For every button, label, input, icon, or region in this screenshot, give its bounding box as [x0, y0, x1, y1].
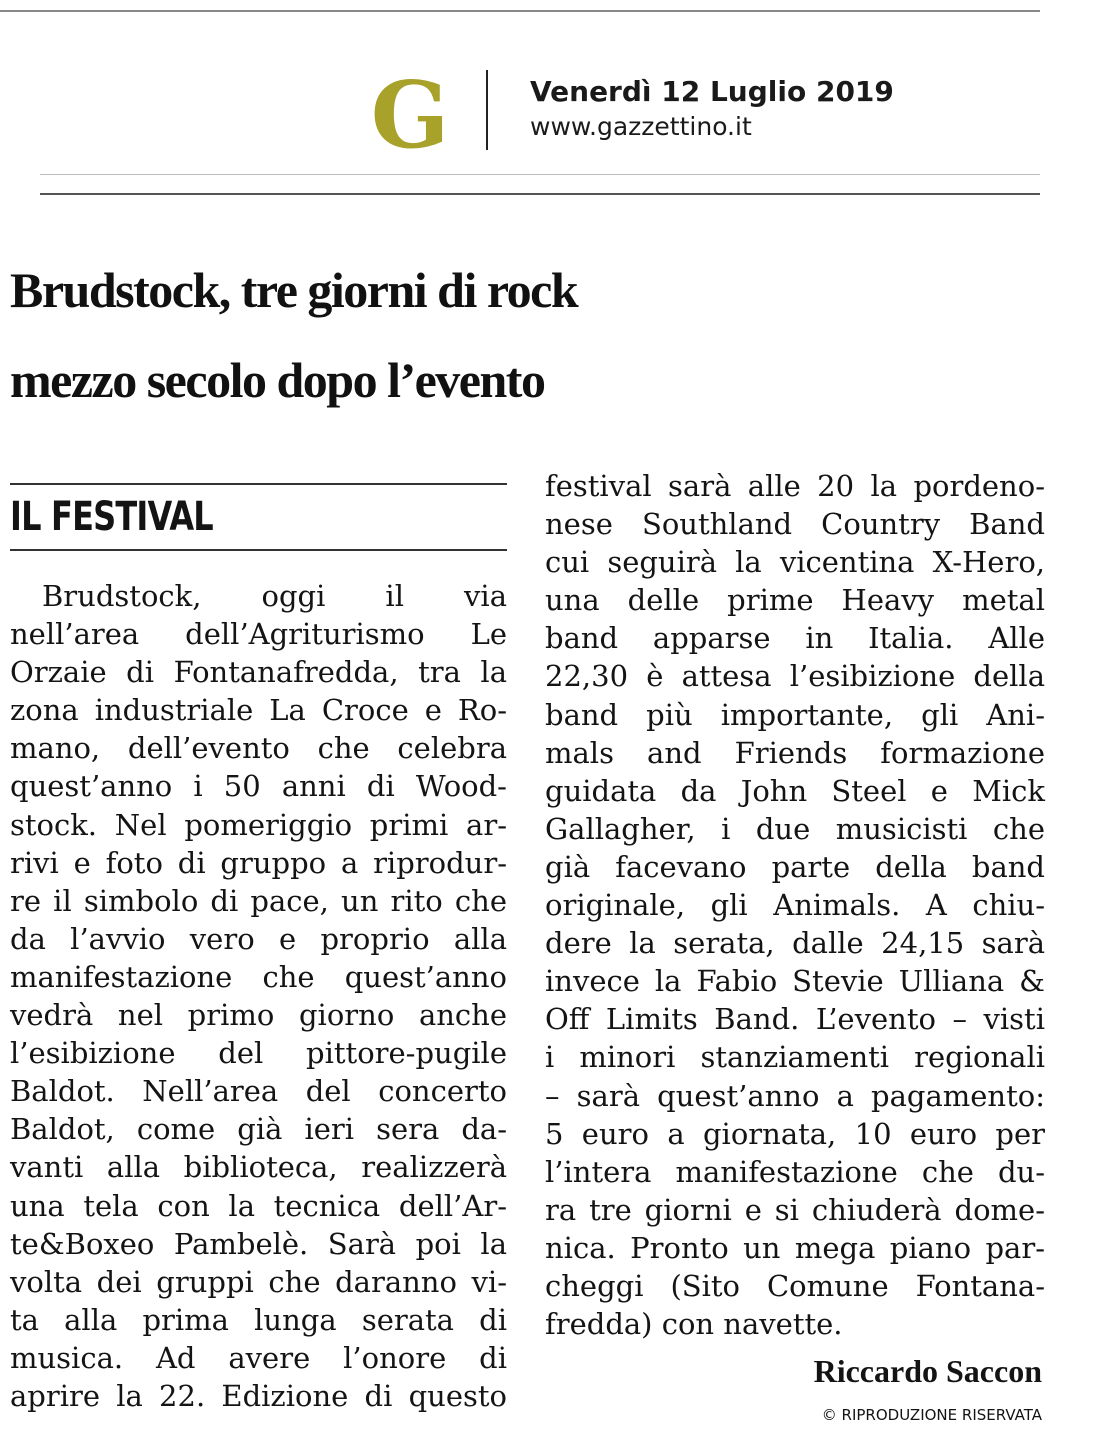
text-line: 22,30 è attesa l’esibizione della: [545, 659, 1045, 694]
text-line: manifestazione che quest’anno: [10, 959, 507, 994]
text-line: stock. Nel pomeriggio primi ar-: [10, 807, 507, 842]
copyright-notice: © RIPRODUZIONE RISERVATA: [821, 1406, 1042, 1424]
text-line: te&Boxeo Pambelè. Sarà poi la: [10, 1226, 507, 1261]
text-line: 5 euro a giornata, 10 euro per: [545, 1116, 1045, 1151]
text-line: aprire la 22. Edizione di questo: [10, 1378, 507, 1413]
text-line: l’intera manifestazione che du-: [545, 1154, 1045, 1189]
text-line: cui seguirà la vicentina X-Hero,: [545, 545, 1045, 580]
text-line: quest’anno i 50 anni di Wood-: [10, 769, 507, 804]
top-rule: [0, 10, 1040, 12]
text-line: originale, gli Animals. A chiu-: [545, 888, 1045, 923]
article-column-right: [545, 467, 1045, 1343]
text-line: vedrà nel primo giorno anche: [10, 998, 507, 1033]
text-line: mals and Friends formazione: [545, 735, 1045, 770]
text-line: vanti alla biblioteca, realizzerà: [10, 1150, 507, 1185]
text-line: cheggi (Sito Comune Fontana-: [545, 1268, 1045, 1303]
text-line: nese Southland Country Band: [545, 507, 1045, 542]
article-column-left: [10, 577, 507, 1415]
text-line: nell’area dell’Agriturismo Le: [10, 617, 507, 652]
text-line: da l’avvio vero e proprio alla: [10, 921, 507, 956]
text-line: festival sarà alle 20 la pordeno-: [545, 469, 1045, 503]
text-line: Off Limits Band. L’evento – visti: [545, 1002, 1045, 1037]
text-line: musica. Ad avere l’onore di: [10, 1340, 507, 1375]
text-line: Gallagher, i due musicisti che: [545, 811, 1045, 846]
text-line: i minori stanziamenti regionali: [545, 1040, 1045, 1075]
text-line: volta dei gruppi che daranno vi-: [10, 1264, 507, 1299]
website-url: www.gazzettino.it: [530, 112, 752, 141]
text-line: fredda) con navette.: [545, 1307, 843, 1342]
text-line: Orzaie di Fontanafredda, tra la: [10, 655, 507, 690]
text-line: ta alla prima lunga serata di: [10, 1302, 507, 1337]
section-label: IL FESTIVAL: [10, 494, 213, 540]
text-line: una tela con la tecnica dell’Ar-: [10, 1188, 507, 1223]
author-byline: Riccardo Saccon: [813, 1353, 1042, 1389]
text-line: ra tre giorni e si chiuderà dome-: [545, 1192, 1045, 1227]
text-line: Brudstock, oggi il via: [42, 579, 507, 613]
text-line: invece la Fabio Stevie Ulliana &: [545, 964, 1045, 999]
masthead-rule: [40, 193, 1040, 195]
text-line: già facevano parte della band: [545, 849, 1045, 884]
text-line: dere la serata, dalle 24,15 sarà: [545, 926, 1045, 961]
publication-date: Venerdì 12 Luglio 2019: [530, 75, 894, 108]
text-line: una delle prime Heavy metal: [545, 583, 1045, 618]
text-line: mano, dell’evento che celebra: [10, 731, 507, 766]
text-line: Baldot, come già ieri sera da-: [10, 1112, 507, 1147]
text-line: – sarà quest’anno a pagamento:: [545, 1078, 1045, 1113]
text-line: l’esibizione del pittore-pugile: [10, 1036, 507, 1071]
text-line: re il simbolo di pace, un rito che: [10, 883, 507, 918]
text-line: Baldot. Nell’area del concerto: [10, 1074, 507, 1109]
gazzettino-logo: G: [370, 61, 450, 169]
section-rule-top: [10, 483, 507, 485]
headline: [10, 245, 1090, 425]
headline-line: mezzo secolo dopo l’evento: [10, 352, 545, 408]
text-line: band apparse in Italia. Alle: [545, 621, 1045, 656]
section-rule-bottom: [10, 549, 507, 551]
text-line: nica. Pronto un mega piano par-: [545, 1230, 1045, 1265]
masthead-rule-thin: [40, 174, 1040, 175]
text-line: zona industriale La Croce e Ro-: [10, 693, 507, 728]
text-line: band più importante, gli Ani-: [545, 697, 1045, 732]
masthead-divider: [486, 70, 488, 150]
text-line: guidata da John Steel e Mick: [545, 773, 1045, 808]
text-line: rivi e foto di gruppo a riprodur-: [10, 845, 507, 880]
headline-line: Brudstock, tre giorni di rock: [10, 262, 578, 318]
